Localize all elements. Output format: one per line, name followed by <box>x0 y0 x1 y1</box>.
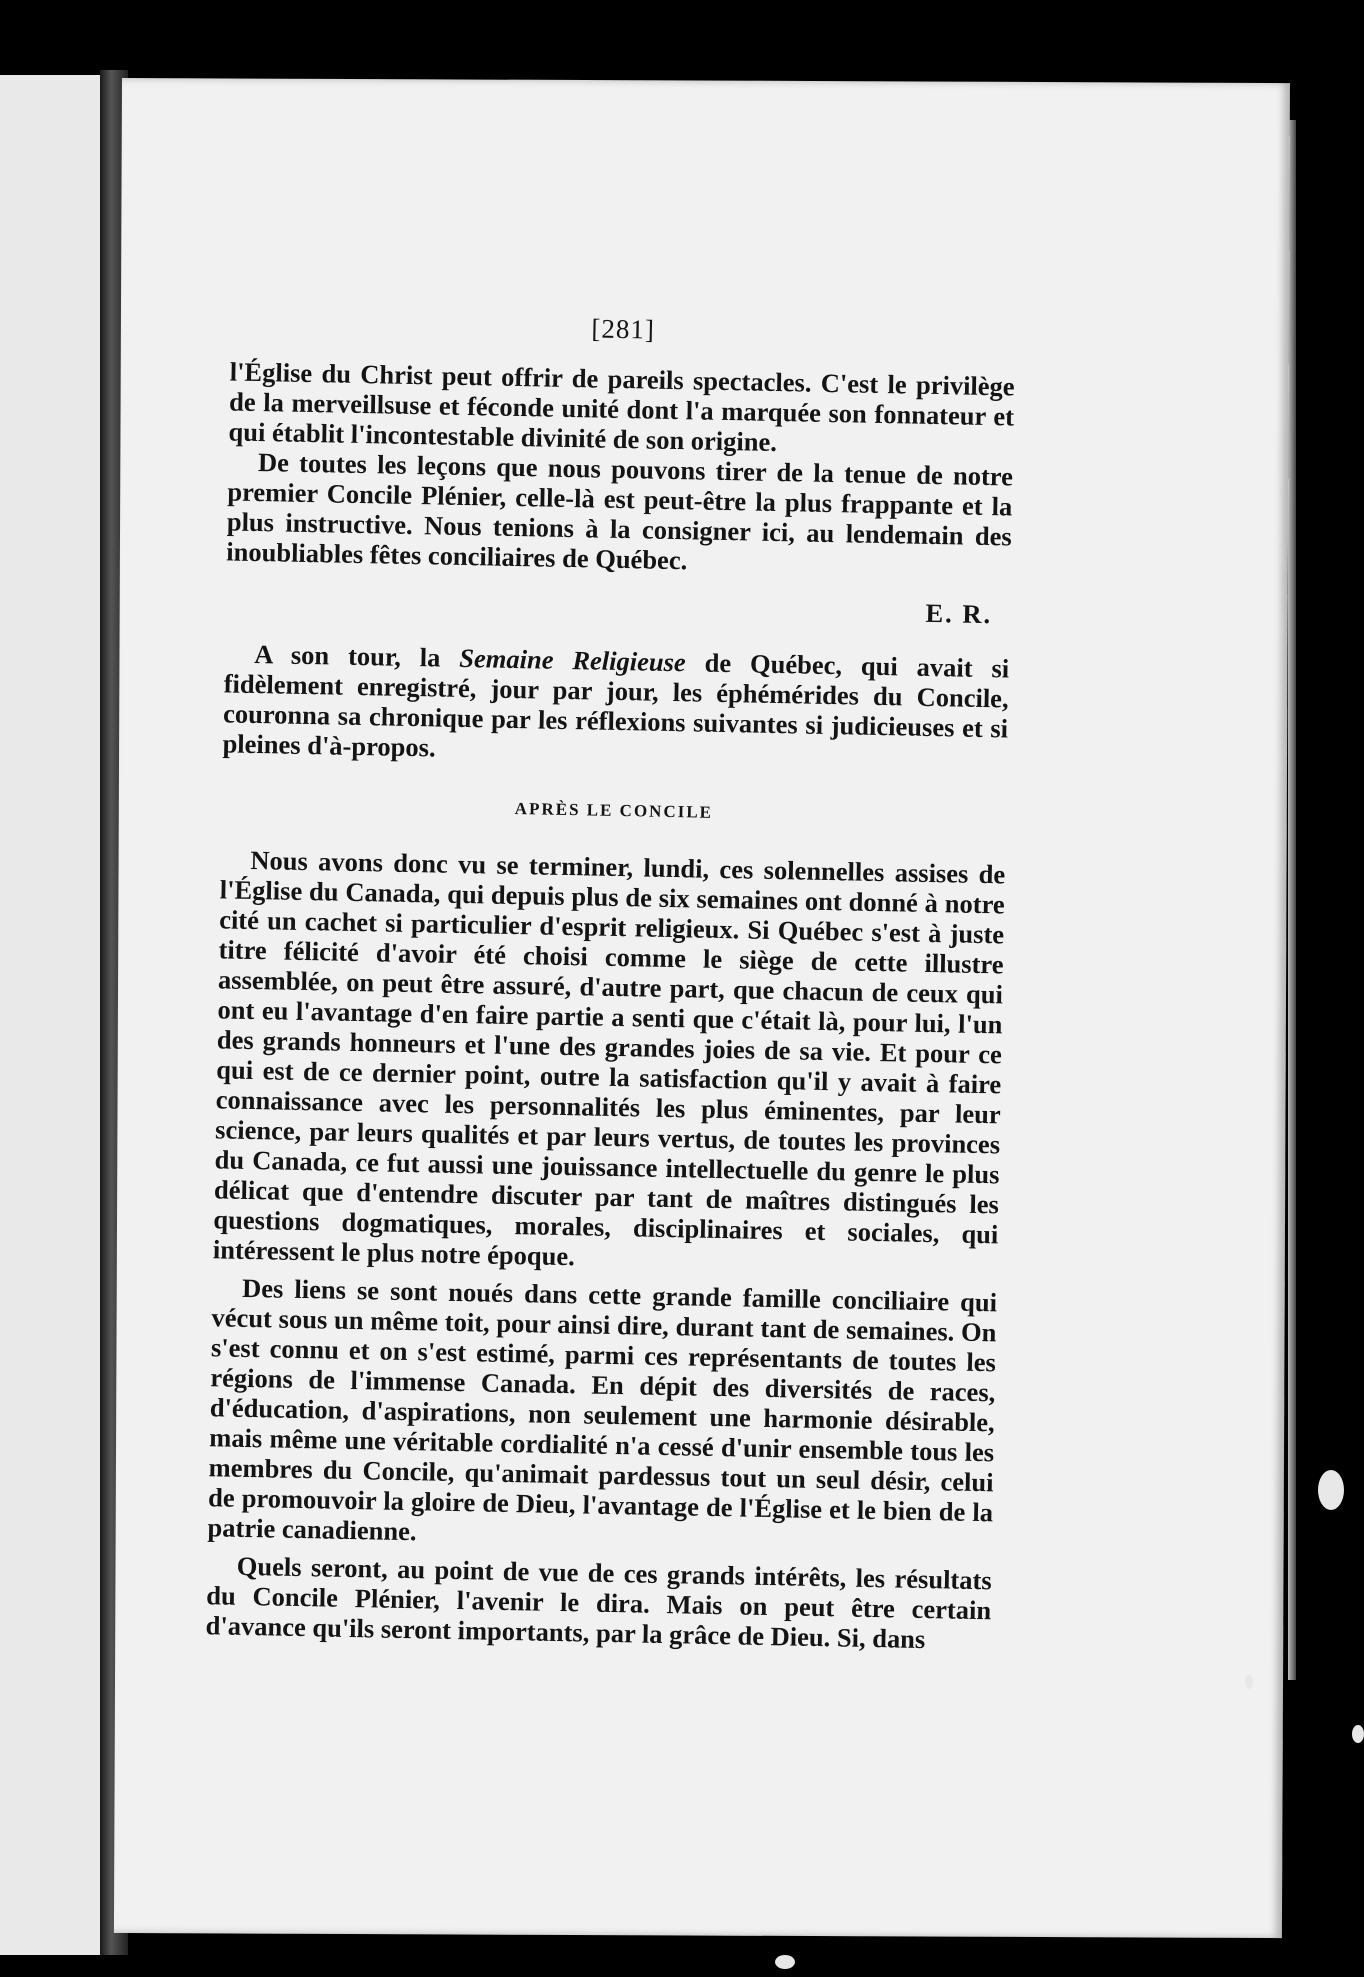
paragraph-2: De toutes les leçons que nous pouvons tirer de la tenue de notre premier Concile Plénier, celle-là est peut-être la plus frappante et la plus instructive. Nous tenions à la consigner ici, au lendemain des inoubliables fêtes conciliaires de Québec. <box>226 447 1014 576</box>
paragraph-3 <box>222 638 1009 773</box>
page-right-edge-shadow <box>1288 120 1296 1680</box>
page-text-column <box>205 306 1015 1655</box>
paragraph-5: Des liens se sont noués dans cette grande famille conciliaire qui vécut sous un même toit, pour ainsi dire, durant tant de semaines. On s'est connu et on s'est estimé, parmi ces représentants de toutes les régions de l'immense Canada. En dépit des diversités de races, d'éducation, d'aspirations, non seulement une harmonie désirable, mais même une véritable cordialité n'a cessé d'unir ensemble tous les membres du Concile, qu'animait pardessus tout un seul désir, celui de promouvoir la gloire de Dieu, l'avantage de l'Église et le bien de la patrie canadienne. <box>207 1272 998 1547</box>
section-heading: APRÈS LE CONCILE <box>514 799 714 822</box>
signature-initials: E. R. <box>925 597 993 630</box>
book-page <box>114 78 1290 1938</box>
left-facing-page-edge <box>0 75 105 1955</box>
scan-dust-speck <box>1245 1675 1253 1689</box>
scan-dust-speck <box>775 1955 795 1969</box>
scan-dust-speck <box>1318 1470 1344 1510</box>
paragraph-3-rest: de Québec, qui avait si fidèlement enregistré, jour par jour, les éphémérides du Concile, couronna sa chronique par les réflexions suivantes si judicieuses et si pleines d'à-propos. <box>222 647 1010 763</box>
paragraph-6: Quels seront, au point de vue de ces grands intérêts, les résultats du Concile Plénier, l'avenir le dira. Mais on peut être certain d'avance qu'ils seront importants, par la grâce de Dieu. Si, dans <box>205 1550 992 1655</box>
paragraph-1: l'Église du Christ peut offrir de pareils spectacles. C'est le privilège de la merveillsuse et féconde unité dont l'a marquée son fonnateur et qui établit l'incontestable divinité de son origine. <box>228 356 1015 457</box>
page-number: [281] <box>591 313 656 345</box>
paragraph-3-lead: A son tour, la <box>254 638 460 673</box>
publication-title: Semaine Religieuse <box>459 642 687 678</box>
scan-dust-speck <box>1352 1725 1364 1743</box>
paragraph-4: Nous avons donc vu se terminer, lundi, ces solennelles assises de l'Église du Canada, qui depuis plus de six semaines ont donné à notre cité un cachet si particulier d'esprit religieux. Si Québec s'est à juste titre félicité d'avoir été choisi comme le siège de cette illustre assemblée, on peut être assuré, d'autre part, que chacun de ceux qui ont eu l'avantage d'en faire partie a senti que c'était là, pour lui, l'un des grands honneurs et l'une des grandes joies de sa vie. Et pour ce qui est de ce dernier point, outre la satisfaction qu'il y avait à faire connaissance avec les personnalités les plus éminentes, par leur science, par leurs qualités et par leurs vertus, de toutes les provinces du Canada, ce fut aussi une jouissance intellectuelle du genre le plus délicat que d'entendre discuter par tant de maîtres distingués les questions dogmatiques, morales, disciplinaires et sociales, qui intéressent le plus notre époque. <box>212 844 1006 1272</box>
